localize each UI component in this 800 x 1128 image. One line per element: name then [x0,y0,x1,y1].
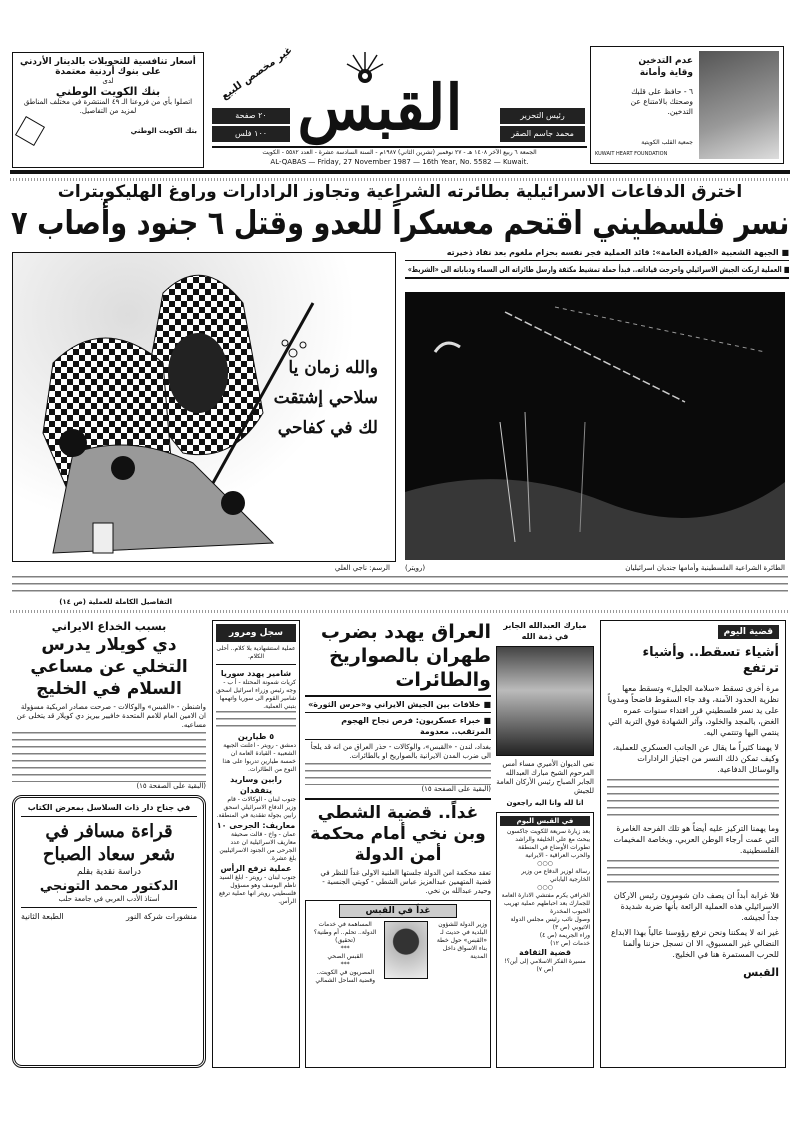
tomorrow-title: غداً في القبس [339,904,457,918]
iraq-story [305,620,491,794]
obituary-title: مبارك العبدالله الجابر في ذمة الله [503,621,587,641]
editorial-paragraph: وما يهمنا التركيز عليه أيضاً هو تلك الفرحة الغامرة التي عمت أرجاء الوطن العربي، وبخاصة المخيمات الفلسطينية. [613,824,779,855]
obituary-closing: انا لله وانا اليه راجعون [506,799,584,807]
index-item[interactable]: خدمات (ص ١٢) [550,940,590,947]
index-item[interactable]: رسالة لوزير الدفاع من وزير الخارجية الياباني [521,868,590,883]
book-sub: دراسة نقدية بقلم [76,867,142,877]
date-english: AL-QABAS — Friday, 27 November 1987 — 16th Year, No. 5582 — Kuwait. [270,158,529,166]
brief-title: رابين وساريد يتفقدان [230,775,282,795]
portrait-photo [496,646,594,756]
brief-title: معاريف: الجرحى ١٠ [216,821,296,830]
ad-line4: اتصلوا بأي من فروعنا الـ ٤٩ المنتشرة في مختلف المناطق لمزيد من التفاصيل. [23,98,193,115]
tomorrow-box: غداً في القبس وزير الدولة للشؤون البلدية في حديث لـ «القبس» حول خطة بناء الاسواق داخل المدينة المساهمة في خدمات الدولة.. تحلم.. أم وطنية؟ (تحقيق) *** القبس الصحي *** المصريون في الكويت.. وقضية الساحل الشمالي [305,900,491,1068]
book-author-title: أستاذ الأدب العربي في جامعة حلب [21,895,197,908]
index-box: في القبس اليوم بعد زيارة سريعة للكويت جاكسون يبحث مع علي الخليفة والراشد تطورات الأوضاع في المنطقة والحرب العراقية - الايرانية ○○○ رسالة لوزير الدفاع من وزير الخارجية الياباني ○○○ الخرافي يكرم مفتشي الادارة العامة للجمارك بعد احباطهم عملية تهريب الحبوب المخدرة وصول نائب رئيس مجلس الدولة الاثيوبي (ص ٣) وراء الجريمة (ص ٤) خدمات (ص ١٢) قضية الثقافة مسيرة الفكر الاسلامي إلى أين؟! (ص ٧) [496,812,594,1068]
book-title-2: شعر سعاد الصباح [42,844,176,865]
date-arabic: الجمعة ٦ ربيع الآخر ١٤٠٨ هـ - ٢٧ نوفمبر (تشرين الثاني) ١٩٨٧م - السنة السادسة عشرة - العدد ٥٥٨٢ - الكويت [262,149,537,156]
obituary [496,620,594,808]
editorial-headline: أشياء تسقط.. وأشياء ترتفع [642,645,779,676]
brief-title: شامير يهدد سوريا [220,669,292,678]
iraq-body: بغداد، لندن - «القبس»، والوكالات - حذر العراق من انه قد يلجأ الى ضرب المدن الايرانية بالصواريخ او بالطائرات. [310,743,491,760]
bullet-text: خلافات بين الجيش الايراني و«حرس الثورة» [308,700,481,709]
price-label: ١٠٠ فلس [212,126,290,142]
ad-bank-name: بنك الكويت الوطني [55,85,161,98]
brief-title: ٥ طيارين [237,732,275,741]
briefs-intro: عملية استشهادية بلا كلام.. أحلى الكلام. [216,645,296,665]
court-story [305,798,491,896]
ad-line1: أسعار تنافسية للتحويلات بالدينار الأردني [20,57,196,67]
logo: القبس [297,71,463,144]
editorial-box [600,620,786,1068]
ad-left-bank[interactable] [12,52,204,168]
bullet-text: الجبهة الشعبية «القيادة العامة»: قائد العملية فجر نفسه بحزام ملغوم بعد نفاد ذخيرته [446,248,779,257]
index-item[interactable]: الخرافي يكرم مفتشي الادارة العامة للجمارك بعد احباطهم عملية تهريب الحبوب المخدرة [501,892,590,915]
book-ad-top: في جناح دار ذات السلاسل بمعرض الكتاب [21,803,197,817]
iraq-bullet: ■ خبراء عسكريون: فرص نجاح الهجوم المرتقب.. معدومة [305,713,491,740]
index-item[interactable]: وصول نائب رئيس مجلس الدولة الاثيوبي (ص ٣) [510,916,590,931]
camel-logo-icon [15,116,45,146]
editorial-paragraph: مرة أخرى تسقط «سلامة الجليل» وتسقط معها نظرية الحدود الآمنة، وقد جاء السقوط فاضحاً ومدوياً على يد نسر فلسطيني قرر افتداء سنوات عمره الغض، بالمجد والخلود، وآثر الشهادة فوق التربة التي ينتمي اليها وتنتمي اليه. [607,684,779,737]
book-publisher: منشورات شركة النور [126,912,197,921]
glider-photo [405,292,785,560]
brief-title: عملية ترفع الرأس [220,864,292,873]
index-item[interactable]: وراء الجريمة (ص ٤) [539,932,590,939]
book-ad[interactable] [12,795,206,1068]
tagline: غير مخصص للبيع [219,44,295,103]
culture-body[interactable]: مسيرة الفكر الاسلامي إلى أين؟! (ص ٧) [504,958,586,973]
index-title: في القبس اليوم [500,816,590,826]
un-headline: دي كويلار يدرس التخلي عن مساعي السلام في الخليج [30,635,188,699]
court-body: تعقد محكمة امن الدولة جلستها العلنية الاولى غداً للنظر في قضية المتهمين عبدالعزيز عباس الشطي - كويتي الجنسية - وحيدر عبدالله بن نخي. [320,869,491,895]
cartoon-credit: الرسم: ناجي العلي [334,564,390,572]
tomorrow-item[interactable]: المساهمة في خدمات الدولة.. تحلم.. أم وطنية؟ (تحقيق) [313,921,377,944]
brief-body: كريات شمونة المحتلة - أ ب - وجه رئيس وزراء اسرائيل اسحق شامير القوم الى سوريا واتهمها بتبني العملية. [216,679,296,710]
lead-kicker: اخترق الدفاعات الاسرائيلية بطائرته الشراعية وتجاوز الرادارات وراوغ الهليكوبترات [57,182,743,202]
tomorrow-item[interactable]: المصريون في الكويت.. وقضية الساحل الشمالي [315,969,376,984]
iraq-continued[interactable]: (البقية على الصفحة ١٥) [421,785,491,793]
culture-title: قضية الثقافة [519,948,571,957]
pages-label: ٢٠ صفحة [212,108,290,124]
ad-image [699,51,779,159]
un-kicker: بسبب الخداع الايراني [51,620,167,633]
ad-line2: على بنوك أردنية معتمدة [55,67,161,77]
index-item[interactable]: بعد زيارة سريعة للكويت جاكسون يبحث مع علي الخليفة والراشد تطورات الأوضاع في المنطقة والحرب العراقية - الايرانية [507,828,590,859]
court-headline: غداً.. قضية الشطي وبن نخي أمام محكمة أمن الدولة [310,803,486,865]
editorial-signature: القبس [743,966,779,979]
brief-body: دمشق - رويتر - اعلنت الجبهة الشعبية - القيادة العامة ان خمسة طيارين تدربوا على هذا النوع من الطائرات. [222,742,296,773]
lead-headline: نسر فلسطيني اقتحم معسكراً للعدو وقتل ٦ جنود وأصاب ٧ [10,203,790,242]
cartoon [12,252,396,562]
cartoon-speech: والله زمان يا سلاحي إشتقت لك في كفاحي [273,358,378,438]
ad-right-title: عدم التدخين وقاية وأمانة [638,56,693,78]
ad-right-body: ٦ - حافظ على قلبك وصحتك بالامتناع عن التدخين. [630,87,693,116]
iraq-headline: العراق يهدد بضرب طهران بالصواريخ والطائرات [305,620,491,697]
briefs-badge: سجل ومرور [216,624,296,642]
iraq-bullet: ■ خلافات بين الجيش الايراني و«حرس الثورة» [305,697,491,713]
book-edition: الطبعة الثانية [21,912,64,921]
brief-body: عمان - واخ - قالت صحيفة معاريف الاسرائيلية ان عدد الجرحى من الجنود الاسرائيليين بلغ عشرة. [219,831,296,862]
editorial-paragraph: فلا غرابة أبداً ان يصف دان شومرون رئيس الاركان الاسرائيلي هذه العملية الرائعة بأنها ضربة شديدة جداً لجيشه. [613,891,779,922]
obituary-caption: نعى الديوان الأميري مساء أمس المرحوم الشيخ مبارك العبدالله الجابر الصباح رئيس الأركان العامة للجيش [496,760,594,795]
ad-footer: بنك الكويت الوطني [130,126,197,135]
ad-line3: لدى [102,77,114,85]
photo-caption [405,564,785,573]
brief-body: جنوب لبنان - رويتر - ابلغ السيد ناظم اليوسف وهو مسؤول فلسطيني رويتر انها عملية ترفع الرأس. [218,874,296,905]
tomorrow-item[interactable]: القبس الصحي [327,953,363,960]
editorial-section-label: قضية اليوم [718,625,779,639]
editorial-paragraph: غير انه لا يمكننا ونحن نرفع رؤوسنا عالياً بهذا الابداع النضالي غير المسبوق، الا ان نسجل حزننا وألمنا للحرب المستمرة هنا في الخليج. [611,928,779,959]
lead-bullet: ■ الجبهة الشعبية «القيادة العامة»: قائد العملية فجر نفسه بحزام ملغوم بعد نفاد ذخيرته [405,247,789,261]
book-author: الدكتور محمد التونجي [39,879,179,894]
un-continued[interactable]: (البقية على الصفحة ١٥) [136,782,206,790]
book-title-1: قراءة مسافر في [45,821,173,842]
tomorrow-photo [384,921,428,979]
ad-right-heart[interactable] [590,46,784,164]
ad-right-org-en: KUWAIT HEART FOUNDATION [595,151,668,157]
ad-right-org: جمعية القلب الكويتية [641,139,693,146]
photo-caption-text: الطائرة الشراعية الفلسطينية وأمامها جنديان اسرائيليان [625,564,785,572]
lead-bullet: ■ العملية اربكت الجيش الاسرائيلي واحرجت قياداته.. فبدأ حملة تمشيط مكثفة وارسل طائراته الى السماء ودباباته الى «الشريط» [405,264,789,279]
bullet-text: العملية اربكت الجيش الاسرائيلي واحرجت قياداته.. فبدأ حملة تمشيط مكثفة وارسل طائراته الى السماء ودباباته الى «الشريط» [407,265,782,274]
briefs-column [212,620,300,1068]
bullet-text: خبراء عسكريون: فرص نجاح الهجوم المرتقب.. معدومة [341,716,491,736]
un-story [12,620,206,791]
un-body: واشنطن - «القبس» والوكالات - صرحت مصادر امريكية مسؤولة ان الامين العام للامم المتحدة خافيير بيريز دي كويلار قد يتخلى عن مساعيه. [16,703,206,729]
editorial-paragraph: لا يهمنا كثيراً ما يقال عن الجانب العسكري للعملية، وكيف تمكن ذلك النسر من اجتياز الرادارات والوسائل الدفاعية. [612,743,779,774]
tomorrow-item[interactable]: وزير الدولة للشؤون البلدية في حديث لـ «القبس» حول خطة بناء الاسواق داخل المدينة [436,921,487,960]
photo-credit: (رويتر) [405,564,426,572]
editor-title: رئيس التحرير [500,108,585,124]
editor-name: محمد جاسم الصقر [500,126,585,142]
details-link[interactable]: التفاصيل الكاملة للعملية (ص ١٤) [12,598,172,607]
lead-body-text [12,576,788,596]
brief-body: جنوب لبنان - الوكالات - قام وزير الدفاع الاسرائيلي اسحق رابين بجولة تفقدية في المنطقة. [216,796,296,819]
